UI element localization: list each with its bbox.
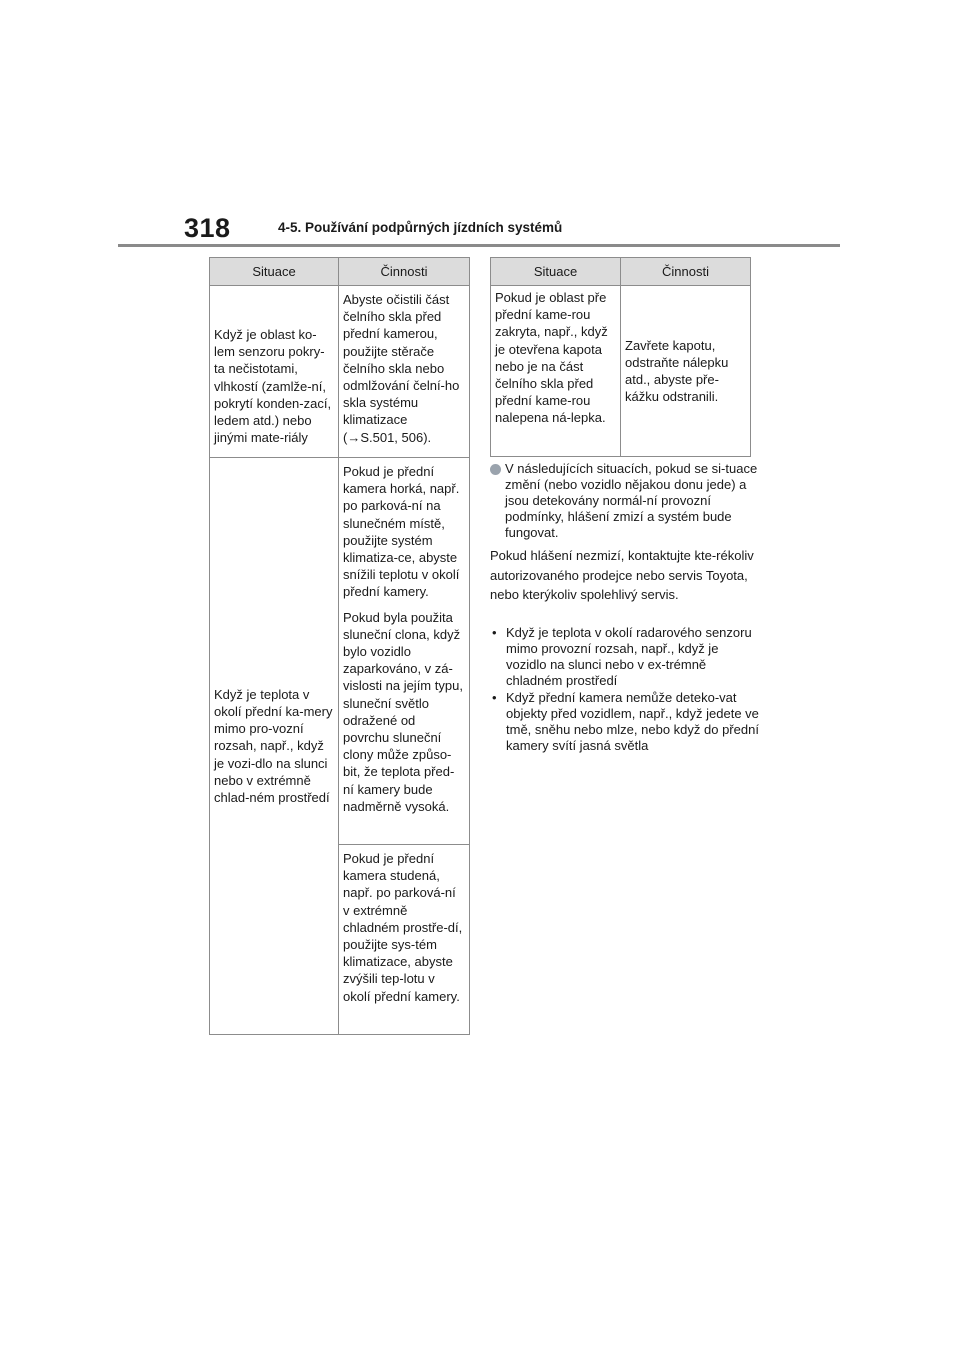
table-header-row xyxy=(491,258,751,286)
action-paragraph: Pokud je přední kamera horká, např. po parková-ní na slunečném místě, použijte systém klimatiza-ce, abyste snížili teplotu v okolí přední kamery. xyxy=(343,464,460,600)
list-item-text: Když přední kamera nemůže deteko-vat objekty před vozidlem, např., když jedete ve tmě, sněhu nebo mlze, nebo když do přední kamery svítí jasná světla xyxy=(506,690,759,753)
action-cell: Zavřete kapotu, odstraňte nálepku atd., abyste pře-kážku odstranili. xyxy=(621,286,751,457)
page-header xyxy=(118,212,840,252)
list-item-text: Když je teplota v okolí radarového senzoru mimo provozní rozsah, např., když je vozidlo na slunci nebo v ex-trémně chladném prostředí xyxy=(506,625,752,688)
column-header-action: Činnosti xyxy=(339,258,470,286)
contact-paragraph: Pokud hlášení nezmizí, kontaktujte kte-rékoliv autorizovaného prodejce nebo servis Toyota, nebo kterýkoliv spolehlivý servis. xyxy=(490,548,754,603)
note-bullet xyxy=(490,461,762,541)
action-paragraph: Pokud byla použita sluneční clona, když bylo vozidlo zaparkováno, v zá-vislosti na jejím typu, sluneční světlo odražené od povrchu sluneční clony může způso-bit, že teplota před-ní kamery bude nadměrně vysoká. xyxy=(343,609,463,814)
action-cell: Abyste očistili část čelního skla před přední kamerou, použijte stěrače čelního skla nebo odmlžování čelní-ho skla systému klimatizace (→S.501, 506). xyxy=(339,286,470,458)
bullet-icon: • xyxy=(492,625,497,640)
situation-table-right xyxy=(490,257,751,457)
sub-list xyxy=(490,625,762,755)
situation-cell: Když je oblast ko-lem senzoru pokry-ta nečistotami, vlhkostí (zamlže-ní, pokrytí konden-zací, ledem atd.) nebo jinými mate-riály xyxy=(210,286,339,458)
section-title: 4-5. Používání podpůrných jízdních systémů xyxy=(278,220,563,235)
page-number: 318 xyxy=(184,213,231,243)
note-bullet-text: V následujících situacích, pokud se si-tuace změní (nebo vozidlo nějakou donu jede) a jsou detekovány normál-ní provozní podmínky, hlášení zmizí a systém bude fungovat. xyxy=(505,461,758,540)
action-cell xyxy=(339,458,470,845)
column-header-situation: Situace xyxy=(491,258,621,286)
situation-cell: Pokud je oblast pře přední kame-rou zakryta, např., když je otevřena kapota nebo je na část čelního skla před přední kame-rou nalepena ná-lepka. xyxy=(491,286,621,457)
table-row xyxy=(210,458,470,845)
table-row xyxy=(210,286,470,458)
table-header-row xyxy=(210,258,470,286)
table-row xyxy=(491,286,751,457)
list-item xyxy=(490,690,762,754)
action-cell: Pokud je přední kamera studená, např. po parková-ní v extrémně chladném prostře-dí, použijte sys-tém klimatizace, abyste zvýšili tep-lotu v okolí přední kamery. xyxy=(339,845,470,1035)
list-item xyxy=(490,625,762,689)
header-divider xyxy=(118,244,840,247)
bullet-icon: • xyxy=(492,690,497,705)
bullet-dot-icon xyxy=(490,464,501,475)
column-header-action: Činnosti xyxy=(621,258,751,286)
situation-cell: Když je teplota v okolí přední ka-mery mimo pro-vozní rozsah, např., když je vozi-dlo na slunci nebo v extrémně chlad-ném prostředí xyxy=(210,458,339,1035)
situation-table-left xyxy=(209,257,470,1035)
column-header-situation: Situace xyxy=(210,258,339,286)
